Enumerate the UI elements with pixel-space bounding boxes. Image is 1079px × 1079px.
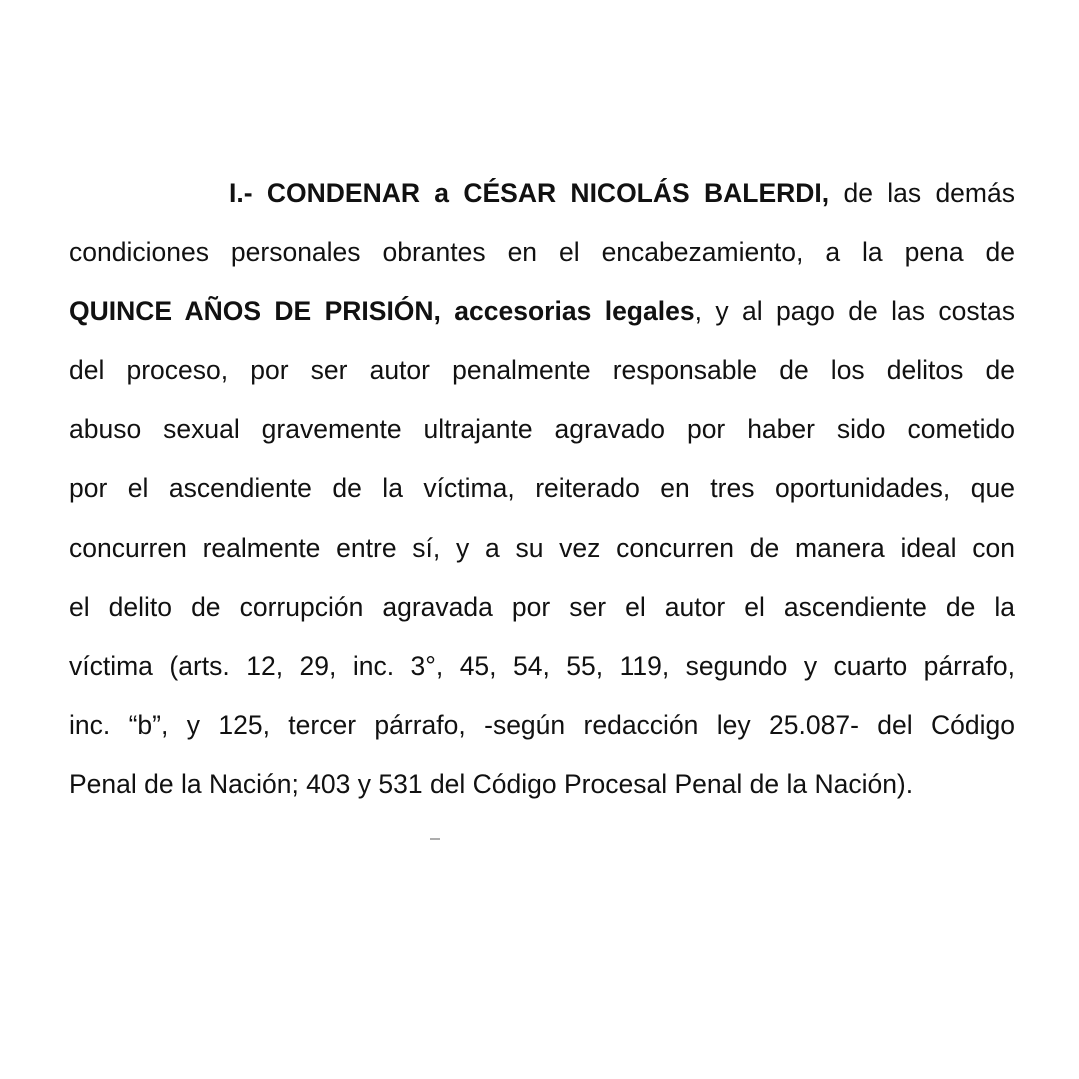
line-text: por el ascendiente de la víctima, reiterado en tres oportunidades, que xyxy=(69,473,1015,504)
sentence-heading: I.- CONDENAR a CÉSAR NICOLÁS BALERDI, xyxy=(229,178,830,208)
line-text: de las demás xyxy=(829,178,1015,208)
line-text: el delito de corrupción agravada por ser el autor el ascendiente de la xyxy=(69,591,1015,622)
sentence-paragraph xyxy=(69,164,1015,814)
paragraph-line-2 xyxy=(69,223,1015,282)
paragraph-line-4 xyxy=(69,341,1015,400)
line-text: , y al pago de las costas xyxy=(694,296,1015,327)
paragraph-line-1 xyxy=(69,164,1015,223)
line-text: concurren realmente entre sí, y a su vez concurren de manera ideal con xyxy=(69,532,1015,563)
penalty-text: QUINCE AÑOS DE PRISIÓN, accesorias legales xyxy=(69,296,695,327)
scan-artifact xyxy=(430,838,440,840)
paragraph-line-9 xyxy=(69,637,1015,696)
paragraph-line-11 xyxy=(69,755,1015,814)
paragraph-line-5 xyxy=(69,400,1015,459)
line-text: Penal de la Nación; 403 y 531 del Código Procesal Penal de la Nación). xyxy=(69,768,914,799)
paragraph-line-7 xyxy=(69,519,1015,578)
paragraph-line-10 xyxy=(69,696,1015,755)
line-text: condiciones personales obrantes en el encabezamiento, a la pena de xyxy=(69,237,1015,268)
line-text: abuso sexual gravemente ultrajante agravado por haber sido cometido xyxy=(69,414,1015,445)
paragraph-line-6 xyxy=(69,459,1015,518)
line-text: inc. “b”, y 125, tercer párrafo, -según redacción ley 25.087- del Código xyxy=(69,709,1015,740)
paragraph-line-8 xyxy=(69,578,1015,637)
paragraph-line-3 xyxy=(69,282,1015,341)
line-text: del proceso, por ser autor penalmente responsable de los delitos de xyxy=(69,355,1015,386)
line-text: víctima (arts. 12, 29, inc. 3°, 45, 54, 55, 119, segundo y cuarto párrafo, xyxy=(69,650,1015,681)
